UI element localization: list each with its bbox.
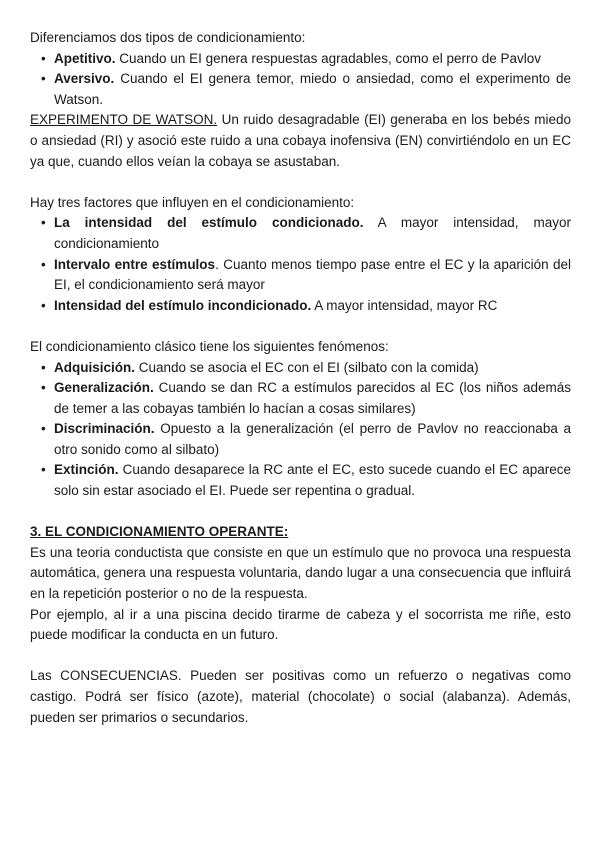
list-item xyxy=(54,358,571,379)
operante-paragraph-1: Es una teoria conductista que consiste en que un estímulo que no provoca una respuesta automática, genera una respuesta voluntaria, dando lugar a una consecuencia que influirá en la repetición posterior o no de la respuesta. xyxy=(30,544,571,602)
list-item-text: Opuesto a la generalización (el perro de Pavlov no reaccionaba a otro sonido como al silbato) xyxy=(54,421,571,457)
list-item-text: A mayor intensidad, mayor condicionamiento xyxy=(54,215,571,251)
list-item-term: Intensidad del estímulo incondicionado. xyxy=(54,297,312,313)
list-item xyxy=(54,213,571,254)
document-page xyxy=(30,28,571,728)
list-item xyxy=(54,378,571,419)
list-item-text: Cuando se asocia el EC con el EI (silbato con la comida) xyxy=(135,359,479,375)
spacer xyxy=(30,316,571,337)
spacer xyxy=(30,172,571,193)
watson-text: Un ruido desagradable (EI) generaba en los bebés miedo o ansiedad (RI) y asoció este ruido a una cobaya inofensiva (EN) convirtiéndolo en un EC ya que, cuando ellos veían la cobaya se asustaban. xyxy=(30,112,571,169)
list-item-term: La intensidad del estímulo condicionado. xyxy=(54,215,364,231)
list-item xyxy=(54,419,571,460)
list-item-term: Aversivo. xyxy=(54,71,115,87)
spacer xyxy=(30,502,571,523)
list-item xyxy=(54,460,571,501)
list-item-text: A mayor intensidad, mayor RC xyxy=(311,297,498,313)
list-item-term: Intervalo entre estímulos xyxy=(54,256,216,272)
list-item-term: Generalización. xyxy=(54,380,154,396)
factors-intro: Hay tres factores que influyen en el condicionamiento: xyxy=(30,194,355,210)
factors-list xyxy=(30,213,571,316)
phenomena-intro: El condicionamiento clásico tiene los siguientes fenómenos: xyxy=(30,338,389,354)
list-item-text: Cuando un EI genera respuestas agradables, como el perro de Pavlov xyxy=(115,50,542,66)
consequences-paragraph: Las CONSECUENCIAS. Pueden ser positivas como un refuerzo o negativas como castigo. Podrá ser físico (azote), material (chocolate) o social (alabanza). Además, pueden ser primarios o secundarios. xyxy=(30,668,571,725)
list-item xyxy=(54,255,571,296)
list-item-term: Discriminación. xyxy=(54,421,155,437)
list-item-text: Cuando se dan RC a estímulos parecidos al EC (los niños además de temer a las cobayas también lo hacían a cosas similares) xyxy=(54,380,571,416)
list-item-term: Extinción. xyxy=(54,462,119,478)
list-item-term: Apetitivo. xyxy=(54,50,116,66)
spacer xyxy=(30,646,571,667)
list-item xyxy=(54,296,571,317)
list-item-term: Adquisición. xyxy=(54,359,135,375)
list-item-text: Cuando desaparece la RC ante el EC, esto sucede cuando el EC aparece solo sin estar asociado el EI. Puede ser repentina o gradual. xyxy=(54,462,571,499)
phenomena-list xyxy=(30,358,571,502)
list-item-text: . Cuanto menos tiempo pase entre el EC y la aparición del EI, el condicionamiento será mayor xyxy=(54,256,571,293)
types-intro: Diferenciamos dos tipos de condicionamiento: xyxy=(30,30,306,45)
list-item xyxy=(54,49,571,70)
operante-paragraph-2: Por ejemplo, al ir a una piscina decido tirarme de cabeza y el socorrista me riñe, esto puede modificar la conducta en un futuro. xyxy=(30,606,571,643)
list-item-text: Cuando el EI genera temor, miedo o ansiedad, como el experimento de Watson. xyxy=(54,71,571,107)
watson-paragraph xyxy=(30,110,571,172)
types-list xyxy=(30,49,571,111)
watson-heading: EXPERIMENTO DE WATSON. xyxy=(30,112,218,128)
section-heading: 3. EL CONDICIONAMIENTO OPERANTE: xyxy=(30,524,289,540)
list-item xyxy=(54,69,571,110)
